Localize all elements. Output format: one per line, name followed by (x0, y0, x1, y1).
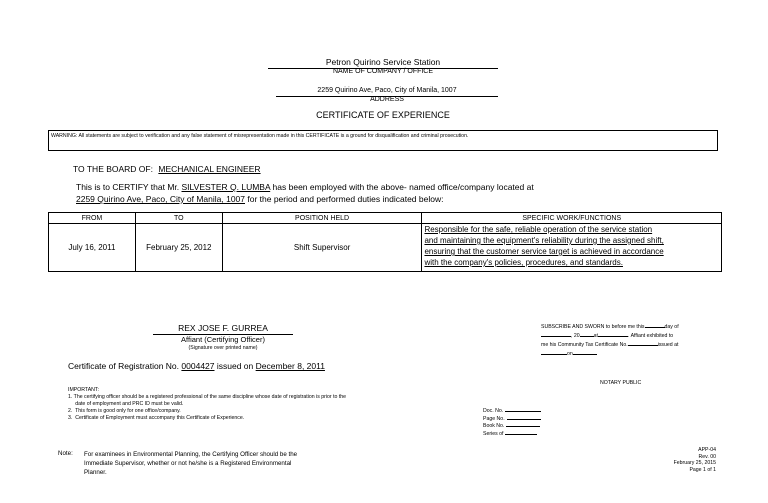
note-line: Immediate Supervisor, whether or not he/she is a Registered Environmental (84, 460, 292, 467)
function-line: and maintaining the equipment's reliability during the assigned shift, (424, 236, 664, 245)
board-prefix: TO THE BOARD OF: (73, 164, 153, 174)
important-item: date of employment and PRC ID must be valid. (68, 401, 184, 407)
registration-mid: issued on (216, 361, 254, 371)
function-line: Responsible for the safe, reliable operation of the service station (424, 225, 653, 234)
important-item: 1. The certifying officer should be a registered professional of the same discipline whose date of registration is prior to the (68, 394, 347, 400)
important-block (68, 387, 418, 422)
note-text (84, 450, 344, 477)
note-label: Note: (58, 450, 73, 457)
jurat-block: SUBSCRIBE AND SWORN to before me this day of , 20 at . Affiant exhibited to me his Community Tax Certificate No. issued at on (541, 324, 679, 357)
certify-line-1 (76, 182, 534, 192)
header-from: FROM (49, 213, 136, 224)
important-item: 2. This form is good only for one office/company. (68, 408, 181, 414)
note-line: Planner. (84, 469, 107, 476)
board-line (73, 164, 261, 174)
function-line: with the company's policies, procedures, and standards. (424, 258, 623, 267)
note-line: For examinees in Environmental Planning, the Certifying Officer should be the (84, 451, 298, 458)
important-title: IMPORTANT: (68, 387, 99, 393)
function-line: ensuring that the customer service target is achieved in accordance (424, 247, 664, 256)
table-header-row (49, 213, 722, 224)
cell-position: Shift Supervisor (222, 224, 422, 272)
certified-person: SILVESTER Q. LUMBA (181, 182, 271, 192)
header-to: TO (135, 213, 222, 224)
cell-functions (422, 224, 722, 272)
registration-date: December 8, 2011 (255, 361, 325, 371)
registration-prefix: Certificate of Registration No. (68, 361, 180, 371)
company-address: 2259 Quirino Ave, Paco, City of Manila, 1007 (317, 87, 457, 94)
form-date: February 25, 2015 (673, 460, 716, 466)
cell-to: February 25, 2012 (135, 224, 222, 272)
company-caption: NAME OF COMPANY / OFFICE (332, 68, 434, 75)
header-position: POSITION HELD (222, 213, 422, 224)
form-info (674, 447, 716, 473)
cell-from: July 16, 2011 (49, 224, 136, 272)
docket-block: Doc. No. Page No. Book No. Series of (483, 408, 541, 438)
certify-location: 2259 Quirino Ave, Paco, City of Manila, 1007 (76, 194, 245, 204)
board-name: MECHANICAL ENGINEER (158, 164, 261, 174)
certify-line-2 (76, 194, 443, 204)
page-title: CERTIFICATE OF EXPERIENCE (316, 110, 450, 120)
header-functions: SPECIFIC WORK/FUNCTIONS (422, 213, 722, 224)
notary-public: NOTARY PUBLIC (600, 380, 642, 386)
form-code: APP-04 (698, 447, 716, 453)
warning-box: WARNING: All statements are subject to verification and any false statement of misrepresentation made in this CERTIFICATE is a ground for disqualification and criminal prosecution. (48, 130, 718, 151)
important-item: 3. Certificate of Employment must accompany this Certificate of Experience. (68, 415, 245, 421)
form-rev: Rev. 00 (698, 453, 716, 460)
company-name: Petron Quirino Service Station (325, 57, 441, 67)
certify-suffix: has been employed with the above- named office/company located at (272, 182, 534, 192)
address-caption: ADDRESS (370, 96, 404, 103)
form-page: Page 1 of 1 (689, 466, 716, 473)
affiant-sub-caption: (Signature over printed name) (188, 345, 258, 351)
registration-number: 0004427 (181, 361, 215, 371)
certify-prefix: This is to CERTIFY that Mr. (76, 182, 180, 192)
experience-table (48, 212, 722, 272)
affiant-name: REX JOSE F. GURREA (178, 323, 268, 333)
registration-line (68, 361, 325, 371)
certify-period-text: for the period and performed duties indicated below: (247, 194, 444, 204)
affiant-caption: Affiant (Certifying Officer) (181, 335, 265, 344)
table-row (49, 224, 722, 272)
